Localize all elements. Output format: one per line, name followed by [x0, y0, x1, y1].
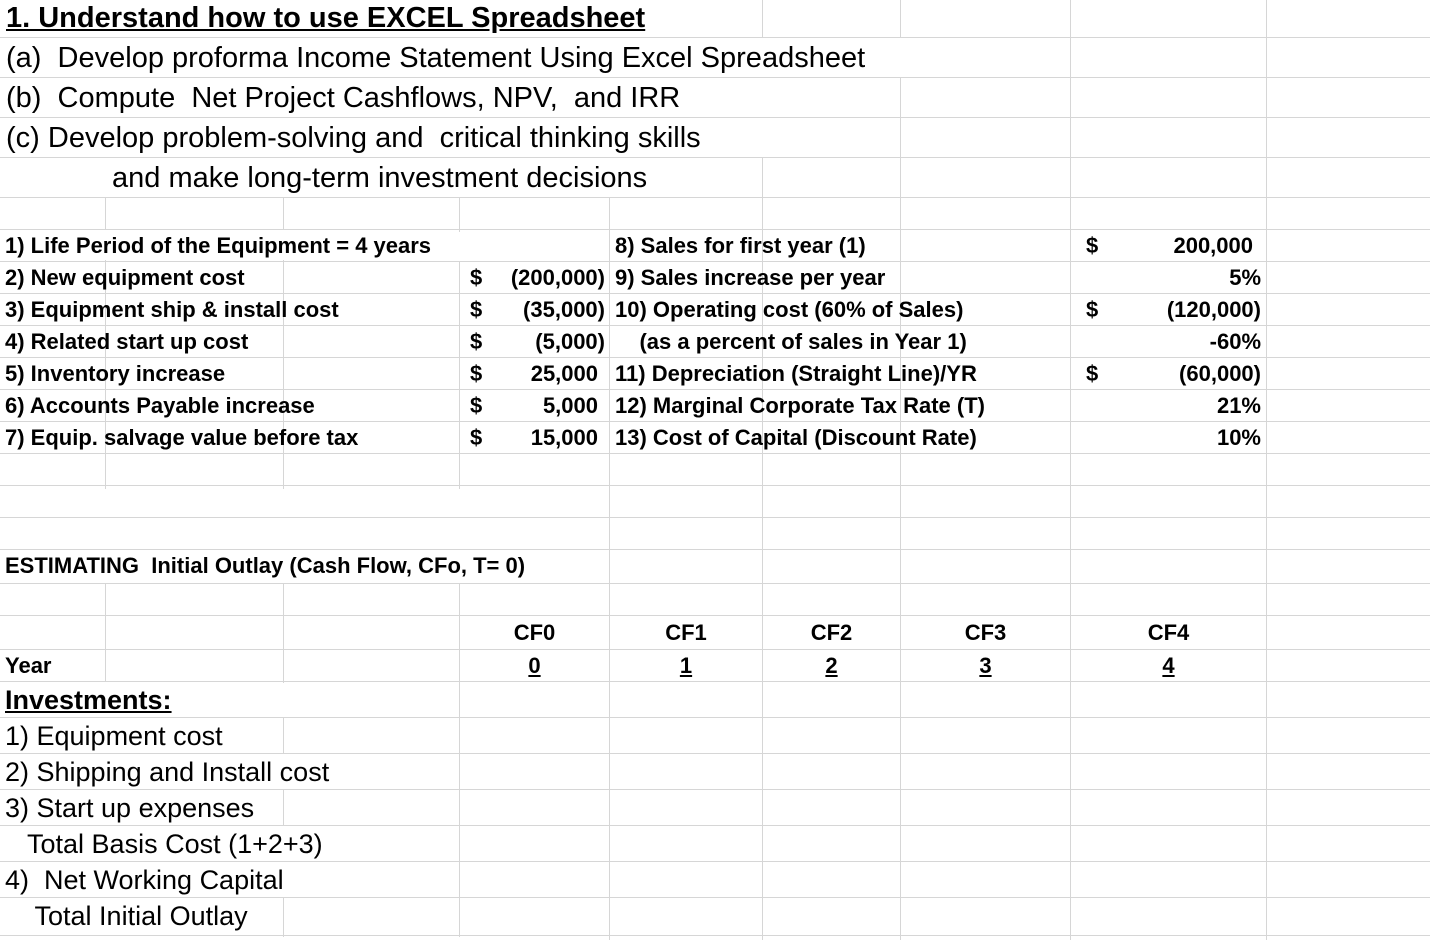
gridline [283, 789, 284, 825]
objective-b: (b) Compute Net Project Cashflows, NPV, and IRR [6, 82, 681, 114]
investment-item: Total Initial Outlay [5, 901, 248, 931]
input-label: 7) Equip. salvage value before tax [5, 425, 359, 450]
year-number: 2 [825, 653, 838, 678]
cash-flow-label: CF2 [810, 620, 853, 645]
currency-symbol: $ [470, 425, 483, 450]
objective-c-continued: and make long-term investment decisions [112, 162, 648, 194]
currency-symbol: $ [470, 329, 483, 354]
input-value: 5,000 [542, 393, 598, 418]
gridline [1266, 0, 1267, 940]
input-label: 13) Cost of Capital (Discount Rate) [615, 425, 977, 450]
currency-symbol: $ [1086, 297, 1099, 322]
input-label: 12) Marginal Corporate Tax Rate (T) [615, 393, 985, 418]
input-label: 9) Sales increase per year [615, 265, 886, 290]
cash-flow-label: CF0 [513, 620, 556, 645]
gridline [900, 77, 901, 940]
input-value: 15,000 [530, 425, 598, 450]
input-value: (60,000) [1179, 361, 1261, 386]
year-number: 4 [1162, 653, 1175, 678]
gridline [0, 935, 1430, 936]
gridline [762, 0, 763, 40]
input-label: 8) Sales for first year (1) [615, 233, 866, 258]
gridline [105, 583, 106, 683]
input-label: 4) Related start up cost [5, 329, 249, 354]
investments-heading: Investments: [5, 685, 172, 715]
gridline [0, 717, 1430, 718]
gridline [0, 453, 1430, 454]
gridline [0, 485, 1430, 486]
cash-flow-label: CF1 [665, 620, 707, 645]
input-value: 200,000 [1173, 233, 1253, 258]
gridline [0, 389, 1430, 390]
gridline [0, 421, 1430, 422]
objective-a: (a) Develop proforma Income Statement Using Excel Spreadsheet [6, 42, 866, 74]
gridline [459, 261, 460, 489]
gridline [459, 197, 460, 232]
gridline [0, 897, 1430, 898]
investment-item: 3) Start up expenses [5, 793, 255, 823]
currency-symbol: $ [470, 265, 483, 290]
gridline [0, 261, 1430, 262]
gridline [0, 325, 1430, 326]
investment-item: 2) Shipping and Install cost [5, 757, 330, 787]
gridline [900, 0, 901, 40]
currency-symbol: $ [470, 361, 483, 386]
gridline [0, 157, 1430, 158]
gridline [609, 197, 610, 940]
currency-symbol: $ [1086, 233, 1099, 258]
input-value: 5% [1229, 265, 1261, 290]
sheet-title: 1. Understand how to use EXCEL Spreadsheet [6, 2, 646, 34]
input-value: 10% [1216, 425, 1261, 450]
input-label: 5) Inventory increase [5, 361, 226, 386]
currency-symbol: $ [470, 393, 483, 418]
input-value: 25,000 [530, 361, 598, 386]
year-number: 3 [979, 653, 992, 678]
section-heading: ESTIMATING Initial Outlay (Cash Flow, CFo, T= 0) [5, 553, 526, 578]
input-label: 1) Life Period of the Equipment = 4 years [5, 233, 432, 258]
input-value: (200,000) [510, 265, 605, 290]
input-label: 6) Accounts Payable increase [5, 393, 315, 418]
input-value: 21% [1216, 393, 1261, 418]
investment-item: 4) Net Working Capital [5, 865, 284, 895]
gridline [0, 649, 1430, 650]
input-label: 3) Equipment ship & install cost [5, 297, 339, 322]
year-label: Year [5, 653, 52, 678]
gridline [283, 583, 284, 683]
investment-item: Total Basis Cost (1+2+3) [5, 829, 323, 859]
year-number: 1 [679, 653, 693, 678]
currency-symbol: $ [1086, 361, 1099, 386]
gridline [0, 293, 1430, 294]
input-value: (120,000) [1166, 297, 1261, 322]
currency-symbol: $ [470, 297, 483, 322]
input-label: (as a percent of sales in Year 1) [615, 329, 967, 354]
cash-flow-label: CF4 [1147, 620, 1190, 645]
input-label: 10) Operating cost (60% of Sales) [615, 297, 964, 322]
input-value: (5,000) [535, 329, 605, 354]
investment-item: 1) Equipment cost [5, 721, 223, 751]
gridline [0, 197, 1430, 198]
gridline [283, 897, 284, 937]
gridline [1070, 0, 1071, 940]
input-value: -60% [1209, 329, 1261, 354]
input-label: 2) New equipment cost [5, 265, 245, 290]
gridline [0, 583, 1430, 584]
input-value: (35,000) [523, 297, 605, 322]
gridline [0, 517, 1430, 518]
gridline [0, 357, 1430, 358]
year-number: 0 [528, 653, 541, 678]
cash-flow-label: CF3 [964, 620, 1007, 645]
gridline [0, 789, 1430, 790]
gridline [0, 615, 1430, 616]
input-label: 11) Depreciation (Straight Line)/YR [615, 361, 977, 386]
gridline [283, 717, 284, 753]
objective-c: (c) Develop problem-solving and critical thinking skills [6, 122, 701, 154]
